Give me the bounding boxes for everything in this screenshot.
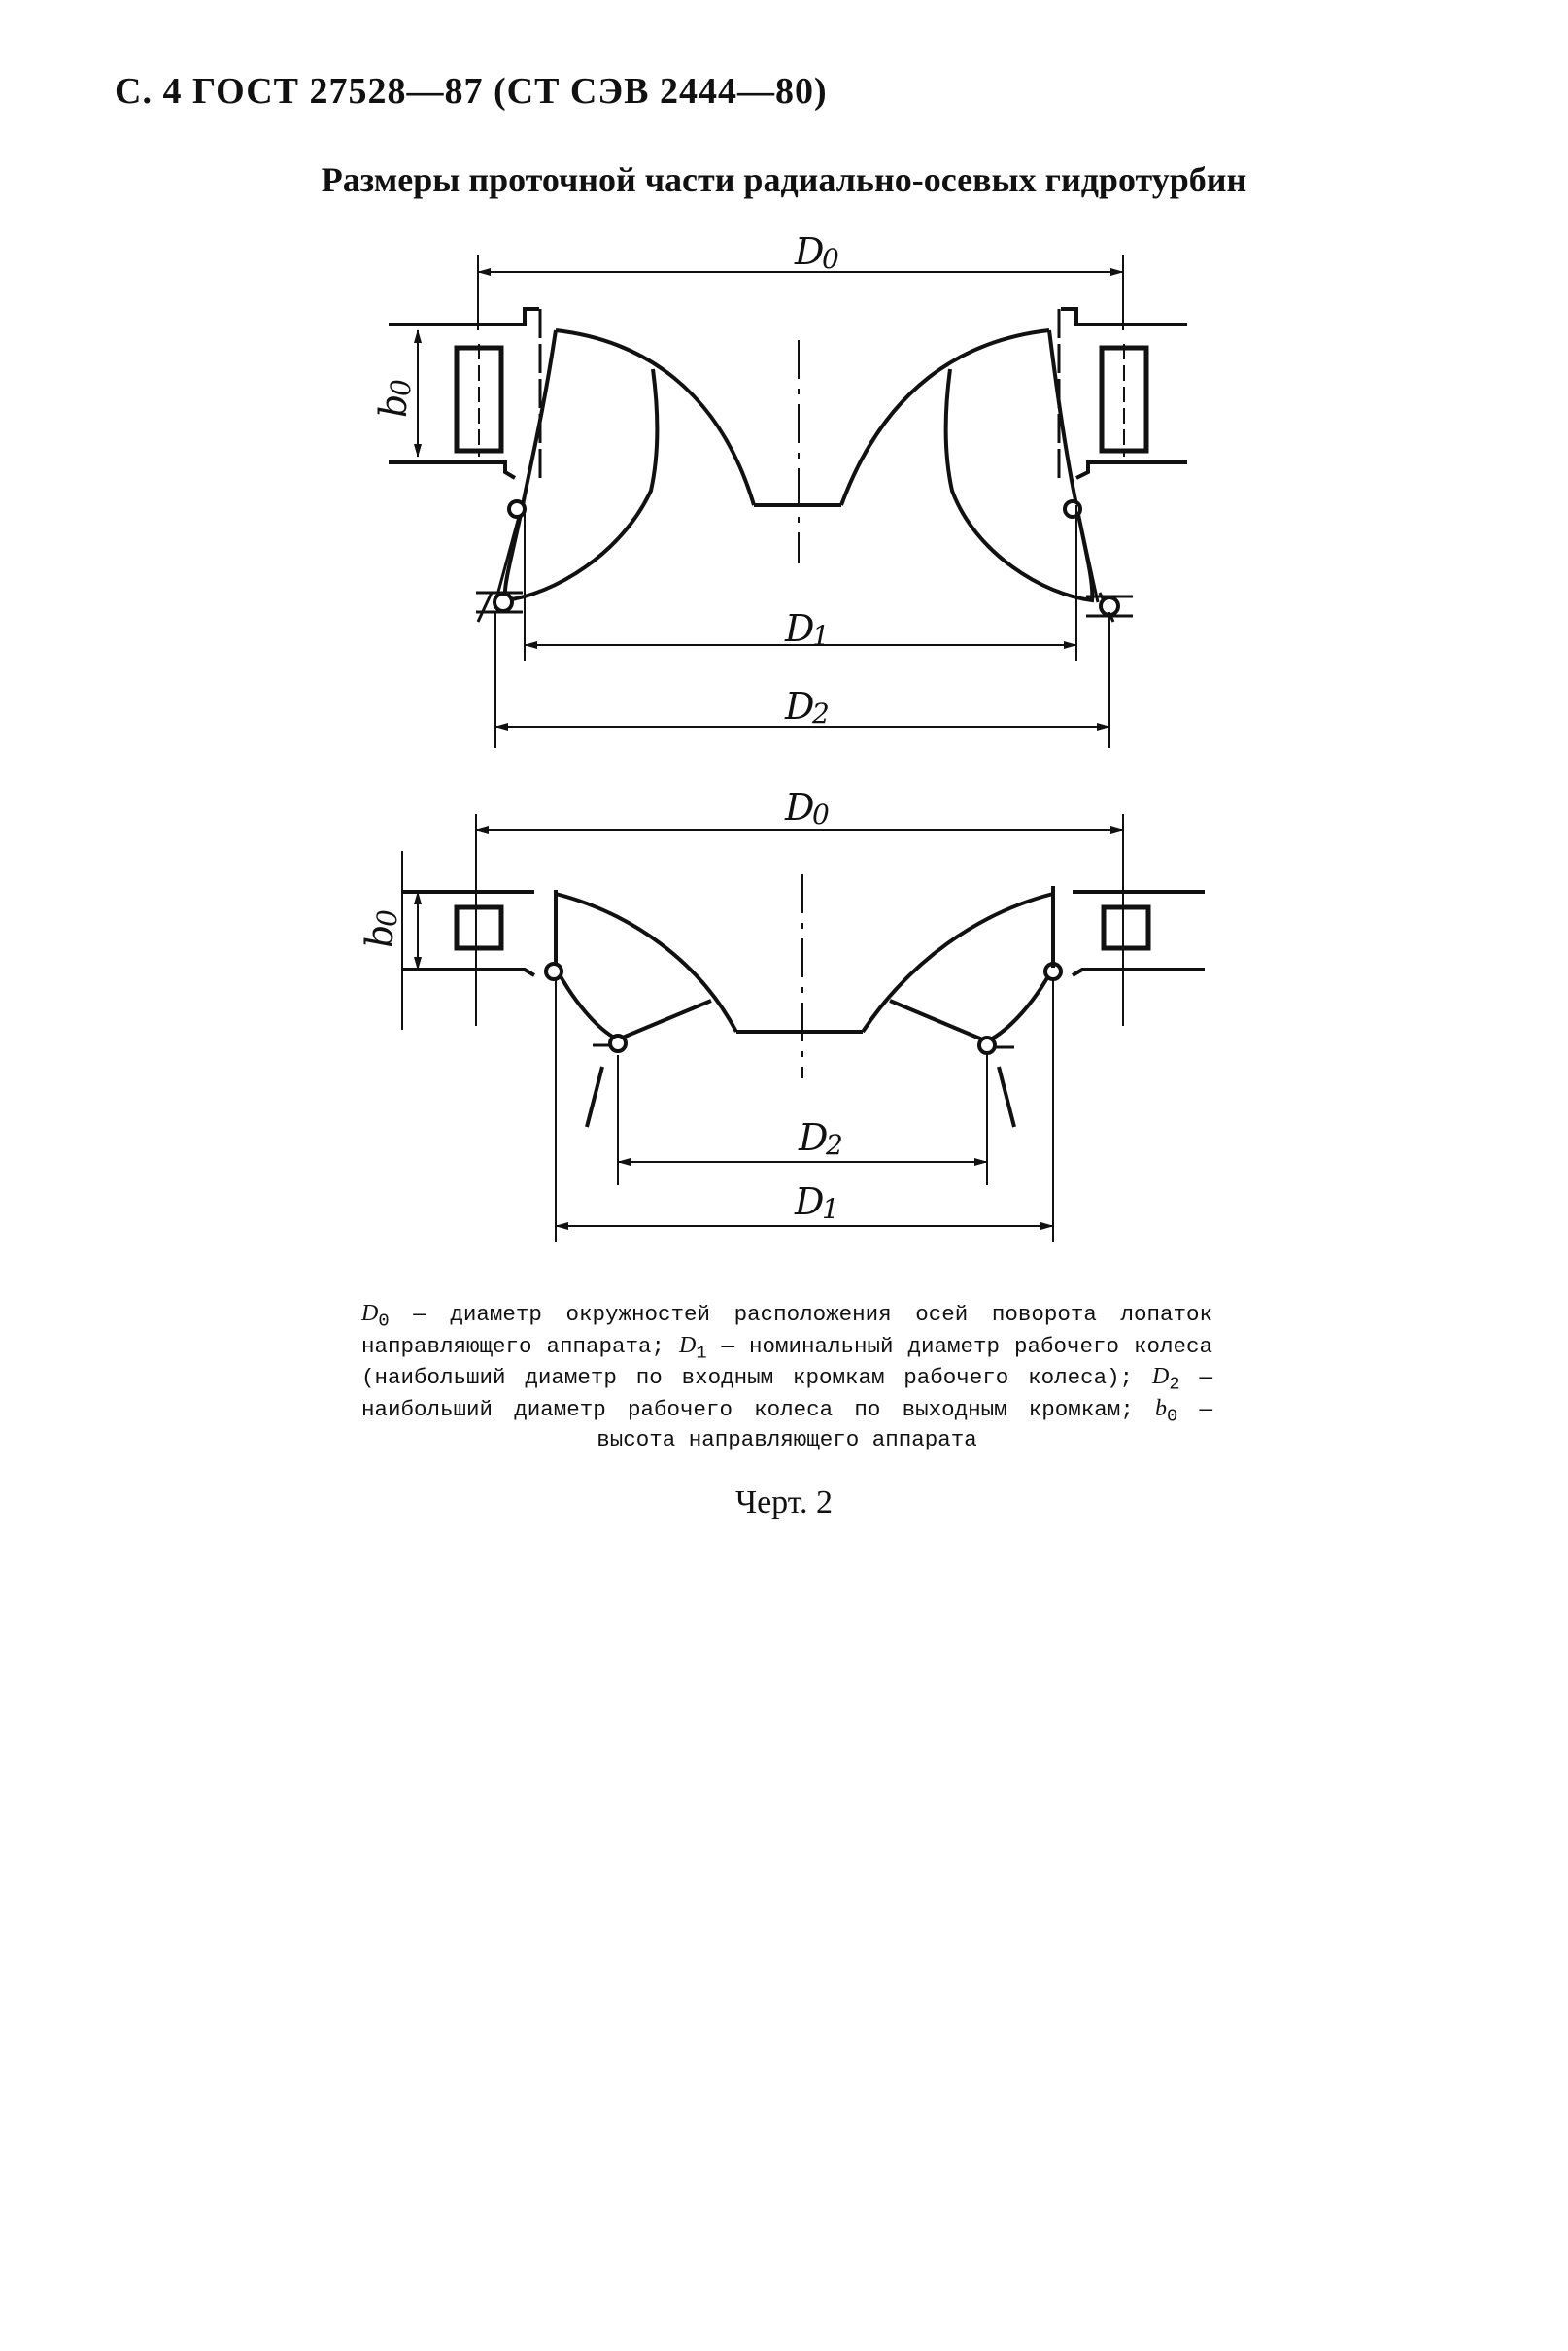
top-left-pivot-upper	[509, 501, 525, 517]
bottom-label-d0: D	[785, 786, 815, 829]
top-label-b0: b	[372, 393, 415, 418]
bottom-left-band	[556, 968, 618, 1039]
caption-d2-symbol: D	[1152, 1364, 1170, 1389]
bottom-label-d1-sub: 1	[822, 1193, 839, 1225]
bottom-label-d2: D	[799, 1116, 829, 1159]
top-label-d2: D	[785, 685, 815, 728]
bottom-left-pivot-upper	[546, 964, 562, 979]
bottom-turbine-drawing	[402, 814, 1205, 1242]
bottom-label-d2-sub: 2	[826, 1129, 843, 1161]
top-left-lower-casing	[389, 462, 515, 478]
bottom-label-b0: b	[358, 924, 401, 948]
top-label-d1-sub: 1	[812, 620, 830, 652]
caption-d0-subscript: 0	[378, 1310, 390, 1332]
top-left-pivot-lower	[494, 594, 512, 611]
bottom-right-lower-casing	[1073, 970, 1205, 975]
page-title: Размеры проточной части радиально-осевых гидротурбин	[321, 160, 1247, 199]
caption-b0-subscript: 0	[1167, 1405, 1178, 1426]
bottom-label-d0-sub: 0	[812, 799, 830, 831]
bottom-left-guide-vane	[457, 907, 501, 948]
top-figure-labels	[372, 230, 839, 730]
caption-b0-symbol: b	[1155, 1395, 1168, 1421]
caption-d1-symbol: D	[678, 1332, 697, 1358]
caption-d0-definition: — диаметр окружностей расположения осей поворота лопаток направляющего аппарата;	[361, 1302, 1212, 1359]
figure-caption	[361, 1302, 1212, 1452]
top-label-d2-sub: 2	[812, 698, 830, 730]
bottom-right-pivot-lower	[979, 1038, 995, 1053]
page-header: С. 4 ГОСТ 27528—87 (СТ СЭВ 2444—80)	[115, 71, 828, 112]
top-right-runner-outer	[946, 369, 1093, 600]
caption-d1-subscript: 1	[696, 1342, 707, 1363]
top-label-b0-sub: 0	[385, 379, 417, 396]
top-label-d0: D	[795, 230, 825, 273]
bottom-left-pivot-lower	[610, 1036, 626, 1051]
bottom-label-d1: D	[795, 1180, 825, 1223]
bottom-left-lower-casing	[402, 970, 534, 975]
bottom-right-band	[987, 968, 1053, 1041]
bottom-label-b0-sub: 0	[371, 909, 403, 927]
figure-label: Черт. 2	[734, 1484, 834, 1520]
bottom-right-guide-vane	[1104, 907, 1148, 948]
top-turbine-drawing	[389, 255, 1187, 748]
top-label-d0-sub: 0	[822, 243, 839, 275]
top-right-pivot-upper	[1065, 501, 1080, 517]
caption-d0-symbol: D	[361, 1301, 379, 1326]
caption-d2-subscript: 2	[1169, 1373, 1180, 1395]
top-right-band	[1049, 330, 1074, 495]
caption-b0-definition: — высота направляющего аппарата	[597, 1396, 1213, 1452]
top-right-lower-casing	[1076, 462, 1187, 478]
top-left-upper-casing	[389, 309, 539, 324]
bottom-figure-labels	[358, 786, 843, 1225]
caption-d1-definition: — номинальный диаметр рабочего колеса (наибольший диаметр по входным кромкам рабочего колеса);	[361, 1333, 1212, 1390]
caption-d2-definition: — наибольший диаметр рабочего колеса по выходным кромкам;	[361, 1365, 1212, 1422]
top-label-d1: D	[785, 607, 815, 650]
